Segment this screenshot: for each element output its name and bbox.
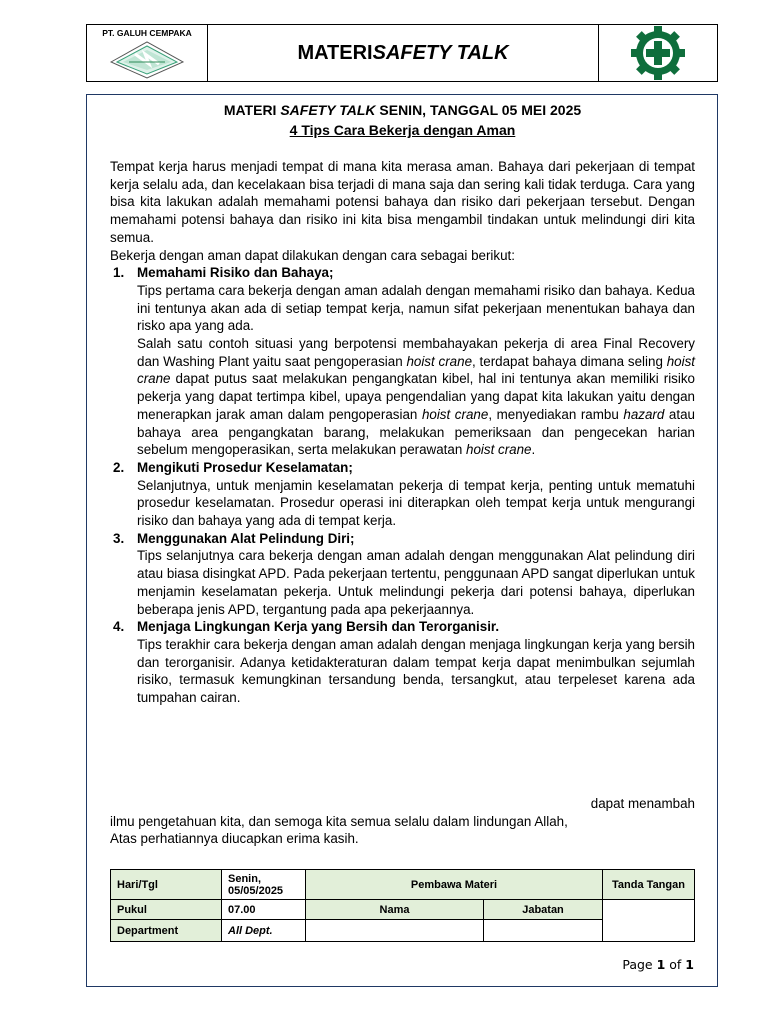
list-item: 3. Menggunakan Alat Pelindung Diri; Tips selanjutnya cara bekerja dengan aman adalah dengan menggunakan Alat pelindung diri atau biasa disingkat APD. Pada pekerjaan tertentu, penggunaan APD sangat diperlukan untuk menjamin keselamatan pekerja. Untuk melindungi pekerja dari potensi bahaya, diperlukan beberapa jenis APD, tergantung pada apa pekerjaannya. xyxy=(113,530,695,617)
dept-label: Department xyxy=(111,920,222,942)
jabatan-cell xyxy=(484,920,603,942)
list-item: 2. Mengikuti Prosedur Keselamatan; Selanjutnya, untuk menjamin keselamatan pekerja di tempat kerja, penting untuk mematuhi prosedur keselamatan. Prosedur operasi ini diterapkan oleh tempat kerja untuk mengurangi risiko dan bahaya yang ada di tempat kerja. xyxy=(113,459,695,529)
company-name: PT. GALUH CEMPAKA xyxy=(102,28,192,38)
list-item: 1. Memahami Risiko dan Bahaya; Tips pertama cara bekerja dengan aman adalah dengan memahami risiko dan bahaya. Kedua ini tentunya akan ada di setiap tempat kerja, namun sifat pekerjaan menentukan bahaya dan risko apa yang ada. Salah satu contoh situasi yang berpotensi membahayakan pekerja di area Final Recovery dan Washing Plant yaitu saat pengoperasian hoist crane, terdapat bahaya dimana seling hoist crane dapat putus saat melakukan pengangkatan kibel, hal ini tentunya akan memiliki risiko pekerja yang dapat tertimpa kibel, upaya pengendalian yang dapat kita lakukan yaitu dengan menerapkan jarak aman dalam pengoperasian hoist crane, menyediakan rambu hazard atau bahaya area pengangkatan barang, melakukan pemeriksaan dan pengecekan harian sebelum mengoperasikan, serta melakukan perawatan hoist crane. xyxy=(113,265,695,458)
company-logo-cell xyxy=(87,25,208,81)
document-header xyxy=(86,24,718,82)
item-text: Tips terakhir cara bekerja dengan aman adalah dengan menjaga lingkungan kerja yang bersih dan terorganisir. Adanya ketidakteraturan dalam tempat kerja dapat menimbulkan sejumlah risiko, termasuk kemungkinan tersandung benda, tersangkut, atau terpeleset karena ada tumpahan cairan. xyxy=(137,636,695,706)
item-text: Selanjutnya, untuk menjamin keselamatan pekerja di tempat kerja, penting untuk mematuhi prosedur keselamatan. Prosedur operasi ini diterapkan oleh tempat kerja untuk mengurangi risiko dan bahaya yang ada di tempat kerja. xyxy=(137,477,695,529)
item-heading: Mengikuti Prosedur Keselamatan; xyxy=(137,459,353,475)
closing-text: dapat menambah ilmu pengetahuan kita, dan semoga kita semua selalu dalam lindungan Allah, Atas perhatiannya diucapkan erima kasih. xyxy=(110,796,695,847)
item-heading: Menggunakan Alat Pelindung Diri; xyxy=(137,530,355,546)
jabatan-label: Jabatan xyxy=(484,900,603,920)
document-title: MATERI SAFETY TALK SENIN, TANGGAL 05 MEI 2025 xyxy=(223,102,582,118)
intro-paragraph: Tempat kerja harus menjadi tempat di mana kita merasa aman. Bahaya dari pekerjaan di tempat kerja selalu ada, dan kecelakaan bisa terjadi di mana saja dan sering kali tidak terduga. Cara yang bisa kita lakukan adalah memahami potensi bahaya dan risiko dari pekerjaan tersebut. Dengan memahami potensi bahaya dan risiko ini kita bisa mengambil tindakan untuk melindungi diri kita semua. xyxy=(110,159,695,245)
page-number: Page 1 of 1 xyxy=(622,957,694,972)
item-heading: Menjaga Lingkungan Kerja yang Bersih dan Terorganisir. xyxy=(137,619,500,635)
ttd-label: Tanda Tangan xyxy=(603,870,695,900)
pukul-label: Pukul xyxy=(111,900,222,920)
nama-cell xyxy=(306,920,484,942)
tips-list xyxy=(110,264,695,707)
k3-cross-gear-icon xyxy=(598,25,717,81)
pukul-value: 07.00 xyxy=(222,900,306,920)
hari-label: Hari/Tgl xyxy=(111,870,222,900)
item-heading: Memahami Risiko dan Bahaya; xyxy=(137,265,334,281)
galuh-cempaka-logo xyxy=(109,40,185,80)
signature-cell xyxy=(603,900,695,942)
document-body xyxy=(110,100,695,707)
lead-sentence: Bekerja dengan aman dapat dilakukan dengan cara sebagai berikut: xyxy=(110,247,515,263)
nama-label: Nama xyxy=(306,900,484,920)
item-text: Tips pertama cara bekerja dengan aman adalah dengan memahami risiko dan bahaya. Kedua ini tentunya akan ada di setiap tempat kerja, namun sifat pekerjaan menentukan bahaya dan risko apa yang ada. xyxy=(137,282,695,334)
dept-value: All Dept. xyxy=(222,920,306,942)
list-item: 4. Menjaga Lingkungan Kerja yang Bersih dan Terorganisir. Tips terakhir cara bekerja dengan aman adalah dengan menjaga lingkungan kerja yang bersih dan terorganisir. Adanya ketidakteraturan dalam tempat kerja dapat menimbulkan sejumlah risiko, termasuk kemungkinan tersandung benda, tersangkut, atau terpeleset karena ada tumpahan cairan. xyxy=(113,619,695,706)
hari-value: Senin, 05/05/2025 xyxy=(222,870,306,900)
pembawa-label: Pembawa Materi xyxy=(306,870,603,900)
item-text: Salah satu contoh situasi yang berpotensi membahayakan pekerja di area Final Recovery dan Washing Plant yaitu saat pengoperasian hoist crane, terdapat bahaya dimana seling hoist crane dapat putus saat melakukan pengangkatan kibel, hal ini tentunya akan memiliki risiko pekerja yang dapat tertimpa kibel, upaya pengendalian yang dapat kita lakukan yaitu dengan menerapkan jarak aman dalam pengoperasian hoist crane, menyediakan rambu hazard atau bahaya area pengangkatan barang, melakukan pemeriksaan dan pengecekan harian sebelum mengoperasikan, serta melakukan perawatan hoist crane. xyxy=(137,336,695,458)
header-title: MATERI SAFETY TALK xyxy=(297,41,509,64)
signature-table xyxy=(110,869,695,942)
document-subtitle: 4 Tips Cara Bekerja dengan Aman xyxy=(289,122,516,138)
item-text: Tips selanjutnya cara bekerja dengan aman adalah dengan menggunakan Alat pelindung diri atau biasa disingkat APD. Pada pekerjaan tertentu, penggunaan APD sangat diperlukan untuk menjamin keselamatan pekerja. Untuk melindungi pekerja dari potensi bahaya, diperlukan beberapa jenis APD, tergantung pada apa pekerjaannya. xyxy=(137,548,695,617)
